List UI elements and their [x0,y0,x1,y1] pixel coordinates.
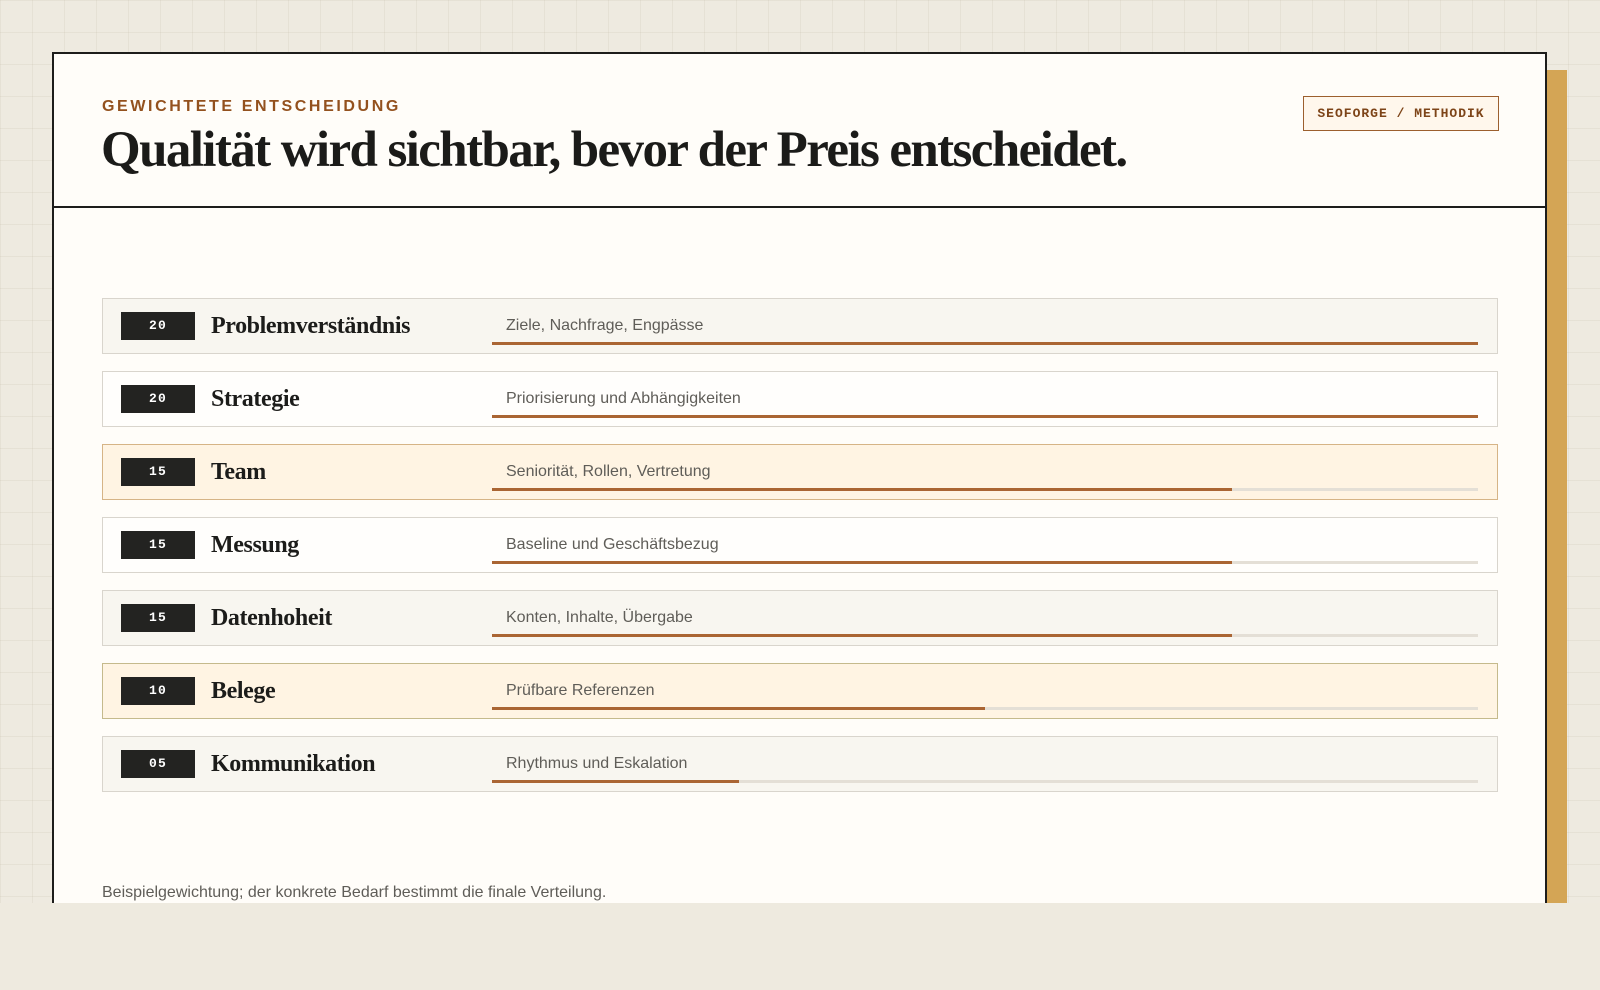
score-meter [492,561,1478,564]
criterion-description: Prüfbare Referenzen [506,682,655,699]
criterion-description: Priorisierung und Abhängigkeiten [506,390,741,407]
weight-badge: 20 [121,312,195,340]
weight-badge: 15 [121,531,195,559]
score-meter-fill [492,342,1478,345]
criterion-name: Messung [211,532,299,558]
weight-badge: 05 [121,750,195,778]
footnote: Beispielgewichtung; der konkrete Bedarf bestimmt die finale Verteilung. [102,884,607,901]
criterion-row [102,444,1498,500]
criterion-description: Konten, Inhalte, Übergabe [506,609,693,626]
criterion-description: Baseline und Geschäftsbezug [506,536,719,553]
score-meter [492,634,1478,637]
score-meter [492,707,1478,710]
score-meter-fill [492,707,985,710]
criterion-description: Seniorität, Rollen, Vertretung [506,463,711,480]
page-background-lower [0,903,1600,990]
criterion-row [102,298,1498,354]
criterion-description: Rhythmus und Eskalation [506,755,688,772]
score-meter-fill [492,561,1232,564]
card-header [54,54,1545,208]
score-meter [492,342,1478,345]
score-meter-fill [492,488,1232,491]
criterion-row [102,663,1498,719]
brand-tag: SEOFORGE / METHODIK [1303,96,1499,131]
weight-badge: 10 [121,677,195,705]
page-title: Qualität wird sichtbar, bevor der Preis entscheidet. [101,122,1127,178]
criterion-name: Belege [211,678,276,704]
score-meter [492,488,1478,491]
weight-badge: 15 [121,458,195,486]
criterion-name: Kommunikation [211,751,376,777]
score-meter [492,780,1478,783]
score-meter-fill [492,780,739,783]
eyebrow-label: GEWICHTETE ENTSCHEIDUNG [102,98,401,115]
criterion-name: Problemverständnis [211,313,411,339]
methodology-card [52,52,1547,903]
criterion-name: Team [211,459,266,485]
criterion-row [102,590,1498,646]
score-meter-fill [492,415,1478,418]
score-meter-fill [492,634,1232,637]
weight-badge: 15 [121,604,195,632]
criterion-row [102,371,1498,427]
criterion-description: Ziele, Nachfrage, Engpässe [506,317,704,334]
criterion-row [102,736,1498,792]
criterion-name: Datenhoheit [211,605,332,631]
weight-badge: 20 [121,385,195,413]
criteria-list [102,298,1498,809]
criterion-name: Strategie [211,386,300,412]
score-meter [492,415,1478,418]
criterion-row [102,517,1498,573]
